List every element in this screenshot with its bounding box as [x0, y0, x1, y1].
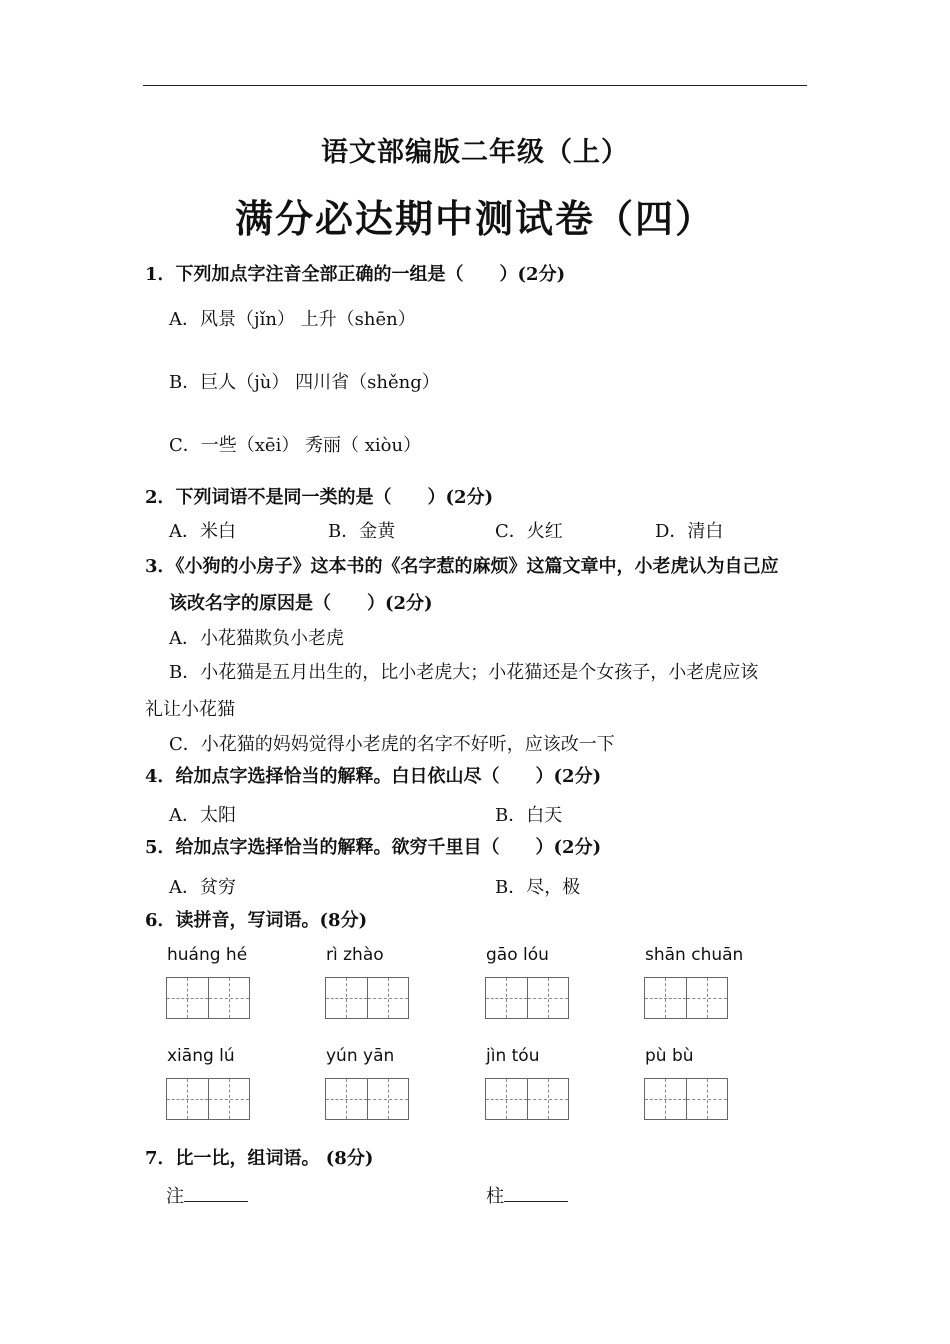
question-4-option-a[interactable]: A．太阳 [169, 805, 236, 826]
writing-cell[interactable] [368, 978, 409, 1018]
question-4-option-b[interactable]: B．白天 [495, 805, 563, 826]
writing-cell[interactable] [209, 978, 250, 1018]
writing-cell[interactable] [486, 978, 528, 1018]
question-2-option-b[interactable]: B．金黄 [328, 521, 396, 542]
writing-cell[interactable] [326, 978, 368, 1018]
question-3-option-b-line2[interactable]: 礼让小花猫 [145, 699, 235, 720]
writing-grid[interactable] [644, 977, 728, 1019]
compare-item-2 [486, 1182, 568, 1208]
compare-char: 注 [166, 1186, 184, 1207]
writing-cell[interactable] [368, 1079, 409, 1119]
page-title: 满分必达期中测试卷（四） [234, 196, 715, 241]
question-3-option-b-line1[interactable]: B．小花猫是五月出生的，比小老虎大；小花猫还是个女孩子，小老虎应该 [169, 662, 759, 683]
question-2-option-a[interactable]: A．米白 [169, 521, 236, 542]
question-3-stem-line1: 3．《小狗的小房子》这本书的《名字惹的麻烦》这篇文章中，小老虎认为自己应 [145, 556, 779, 577]
answer-blank[interactable] [504, 1185, 568, 1202]
header-rule [143, 85, 807, 86]
question-3-option-c[interactable]: C．小花猫的妈妈觉得小老虎的名字不好听，应该改一下 [169, 734, 615, 755]
writing-cell[interactable] [486, 1079, 528, 1119]
question-1-option-b[interactable]: B．巨人（jù） 四川省（shěng） [169, 372, 440, 393]
question-1-option-c[interactable]: C．一些（xēi） 秀丽（ xiòu） [169, 435, 422, 456]
question-1-stem: 1．下列加点字注音全部正确的一组是（ ）(2分) [145, 264, 566, 285]
writing-grid[interactable] [325, 1078, 409, 1120]
pinyin-label: shān chuān [645, 945, 744, 965]
question-5-option-a[interactable]: A．贫穷 [169, 877, 236, 898]
pinyin-label: rì zhào [326, 945, 384, 965]
pinyin-label: xiāng lú [167, 1046, 235, 1066]
answer-blank[interactable] [184, 1185, 248, 1202]
question-7-stem: 7．比一比，组词语。 (8分) [145, 1148, 374, 1169]
writing-grid[interactable] [644, 1078, 728, 1120]
writing-grid[interactable] [485, 1078, 569, 1120]
writing-cell[interactable] [209, 1079, 250, 1119]
question-3-option-a[interactable]: A．小花猫欺负小老虎 [169, 628, 344, 649]
writing-cell[interactable] [528, 978, 569, 1018]
question-2-stem: 2．下列词语不是同一类的是（ ）(2分) [145, 487, 494, 508]
writing-grid[interactable] [166, 977, 250, 1019]
writing-cell[interactable] [687, 1079, 728, 1119]
writing-cell[interactable] [326, 1079, 368, 1119]
pinyin-label: gāo lóu [486, 945, 549, 965]
pinyin-label: jìn tóu [486, 1046, 540, 1066]
writing-grid[interactable] [325, 977, 409, 1019]
question-2-option-c[interactable]: C．火红 [495, 521, 563, 542]
question-4-stem: 4．给加点字选择恰当的解释。白日依山尽（ ）(2分) [145, 766, 602, 787]
question-5-option-b[interactable]: B．尽，极 [495, 877, 581, 898]
writing-cell[interactable] [167, 978, 209, 1018]
page-subtitle: 语文部编版二年级（上） [321, 137, 629, 168]
question-6-stem: 6．读拼音，写词语。(8分) [145, 910, 368, 931]
writing-cell[interactable] [687, 978, 728, 1018]
writing-cell[interactable] [167, 1079, 209, 1119]
question-3-stem-line2: 该改名字的原因是（ ）(2分) [169, 593, 433, 614]
pinyin-label: huáng hé [167, 945, 248, 965]
writing-grid[interactable] [166, 1078, 250, 1120]
compare-char: 柱 [486, 1186, 504, 1207]
question-5-stem: 5．给加点字选择恰当的解释。欲穷千里目（ ）(2分) [145, 837, 602, 858]
compare-item-1 [166, 1182, 248, 1208]
pinyin-label: yún yān [326, 1046, 395, 1066]
pinyin-label: pù bù [645, 1046, 694, 1066]
writing-grid[interactable] [485, 977, 569, 1019]
question-2-option-d[interactable]: D．清白 [655, 521, 724, 542]
writing-cell[interactable] [528, 1079, 569, 1119]
question-1-option-a[interactable]: A．风景（jǐn） 上升（shēn） [169, 309, 416, 330]
writing-cell[interactable] [645, 978, 687, 1018]
writing-cell[interactable] [645, 1079, 687, 1119]
